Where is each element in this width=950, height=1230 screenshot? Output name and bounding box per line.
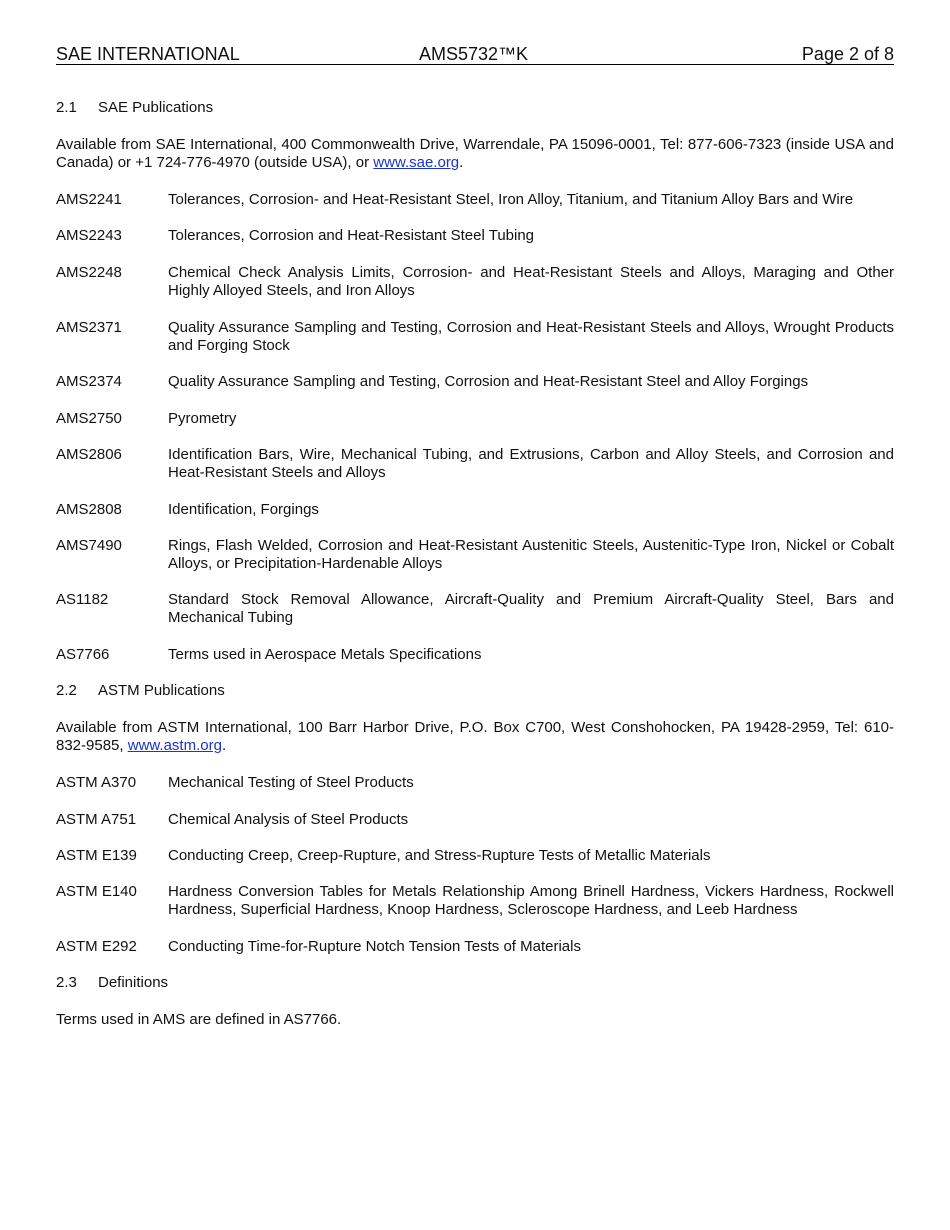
reference-item: [56, 227, 894, 245]
reference-code: AMS2371: [56, 319, 122, 336]
document-page: [56, 44, 894, 1029]
reference-code: AMS2241: [56, 191, 122, 208]
reference-title: Quality Assurance Sampling and Testing, Corrosion and Heat-Resistant Steels and Alloys, Wrought Products and Forging Stock: [168, 319, 894, 354]
reference-item: [56, 319, 894, 355]
reference-item: [56, 191, 894, 209]
section-heading-astm: [56, 682, 894, 700]
astm-availability-text: Available from ASTM International, 100 Barr Harbor Drive, P.O. Box C700, West Conshohocken, PA 19428-2959, Tel: 610-832-9585,: [56, 719, 894, 754]
reference-item: [56, 264, 894, 300]
reference-title: Identification Bars, Wire, Mechanical Tubing, and Extrusions, Carbon and Alloy Steels, and Corrosion and Heat-Resistant Steels and Alloys: [168, 446, 894, 481]
reference-item: [56, 446, 894, 482]
reference-item: [56, 537, 894, 573]
sae-availability-text: Available from SAE International, 400 Commonwealth Drive, Warrendale, PA 15096-0001, Tel: 877-606-7323 (inside USA and Canada) or +1 724-776-4970 (outside USA), or: [56, 136, 894, 171]
reference-item: [56, 847, 894, 865]
reference-item: [56, 591, 894, 627]
section-title: SAE Publications: [98, 99, 214, 116]
reference-code: AMS2806: [56, 446, 122, 463]
reference-code: AMS2248: [56, 264, 122, 281]
reference-code: ASTM A751: [56, 811, 137, 828]
astm-website-link[interactable]: www.astm.org: [127, 737, 222, 754]
reference-title: Quality Assurance Sampling and Testing, Corrosion and Heat-Resistant Steel and Alloy Forgings: [168, 373, 809, 390]
sae-website-link[interactable]: www.sae.org: [373, 154, 460, 171]
section-number: 2.2: [56, 682, 77, 699]
reference-item: [56, 646, 894, 664]
reference-title: Chemical Analysis of Steel Products: [168, 811, 409, 828]
reference-code: AMS2808: [56, 501, 122, 518]
reference-code: AMS7490: [56, 537, 122, 554]
reference-title: Conducting Time-for-Rupture Notch Tension Tests of Materials: [168, 938, 581, 955]
section-heading-definitions: [56, 974, 894, 992]
sae-availability-paragraph: [56, 136, 894, 172]
reference-code: AS7766: [56, 646, 110, 663]
astm-availability-paragraph: [56, 719, 894, 755]
reference-item: [56, 883, 894, 919]
reference-item: [56, 774, 894, 792]
reference-title: Tolerances, Corrosion- and Heat-Resistant Steel, Iron Alloy, Titanium, and Titanium Alloy Bars and Wire: [168, 191, 854, 208]
reference-title: Hardness Conversion Tables for Metals Relationship Among Brinell Hardness, Vickers Hardness, Rockwell Hardness, Superficial Hardness, Knoop Hardness, Scleroscope Hardness, and Leeb Hardness: [168, 883, 894, 918]
reference-code: ASTM E139: [56, 847, 137, 864]
header-organization: SAE INTERNATIONAL: [56, 44, 240, 64]
section-heading-sae: [56, 99, 894, 117]
section-number: 2.1: [56, 99, 77, 116]
reference-code: ASTM E140: [56, 883, 137, 900]
header-page-number: Page 2 of 8: [801, 44, 894, 64]
sae-availability-end: .: [459, 154, 464, 171]
reference-title: Tolerances, Corrosion and Heat-Resistant Steel Tubing: [168, 227, 535, 244]
reference-title: Pyrometry: [168, 410, 237, 427]
astm-availability-end: .: [221, 737, 227, 754]
reference-code: ASTM E292: [56, 938, 137, 955]
section-title: Definitions: [98, 974, 169, 991]
reference-title: Identification, Forgings: [168, 501, 319, 518]
reference-title: Standard Stock Removal Allowance, Aircraft-Quality and Premium Aircraft-Quality Steel, Bars and Mechanical Tubing: [168, 591, 894, 626]
reference-item: [56, 501, 894, 519]
definitions-paragraph: Terms used in AMS are defined in AS7766.: [56, 1011, 342, 1028]
page-header: [56, 44, 894, 65]
reference-title: Rings, Flash Welded, Corrosion and Heat-Resistant Austenitic Steels, Austenitic-Type Iron, Nickel or Cobalt Alloys, or Precipitation-Hardenable Alloys: [168, 537, 894, 572]
reference-item: [56, 938, 894, 956]
reference-code: ASTM A370: [56, 774, 137, 791]
section-title: ASTM Publications: [98, 682, 225, 699]
reference-item: [56, 410, 894, 428]
section-number: 2.3: [56, 974, 77, 991]
header-document-id: AMS5732™K: [419, 44, 529, 64]
reference-title: Conducting Creep, Creep-Rupture, and Stress-Rupture Tests of Metallic Materials: [168, 847, 711, 864]
reference-title: Mechanical Testing of Steel Products: [168, 774, 414, 791]
reference-title: Terms used in Aerospace Metals Specifications: [168, 646, 482, 663]
reference-code: AMS2243: [56, 227, 122, 244]
reference-code: AS1182: [56, 591, 109, 608]
reference-item: [56, 811, 894, 829]
reference-code: AMS2374: [56, 373, 122, 390]
reference-code: AMS2750: [56, 410, 122, 427]
reference-title: Chemical Check Analysis Limits, Corrosion- and Heat-Resistant Steels and Alloys, Maraging and Other Highly Alloyed Steels, and Iron Alloys: [168, 264, 894, 299]
reference-item: [56, 373, 894, 391]
